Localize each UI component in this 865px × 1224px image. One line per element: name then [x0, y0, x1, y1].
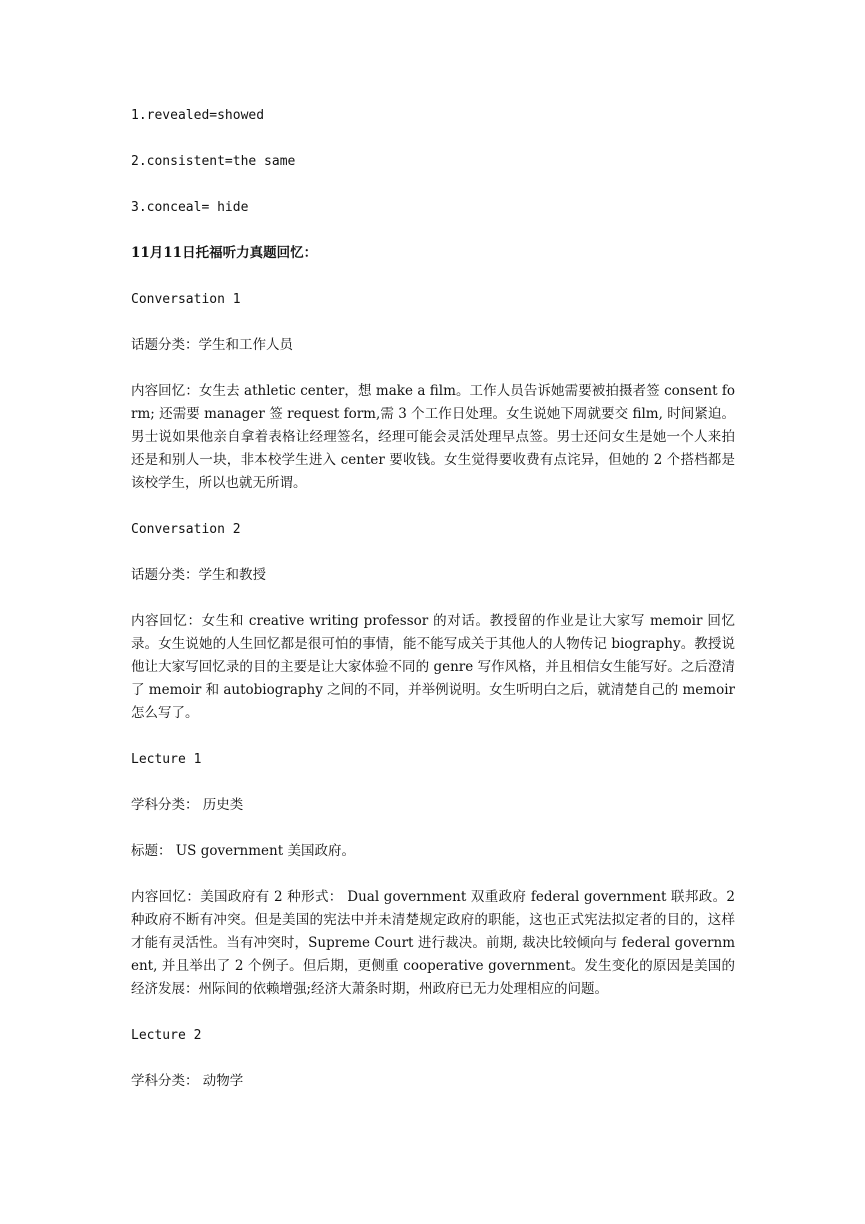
- section-heading: 11月11日托福听力真题回忆：: [131, 245, 318, 261]
- lecture-1-topic: 标题： US government 美国政府。: [131, 843, 355, 859]
- lecture-2-category: 学科分类： 动物学: [131, 1073, 244, 1089]
- vocab-item-2: 2.consistent=the same: [131, 154, 296, 169]
- conversation-1-content: 内容回忆：女生去 athletic center，想 make a film。工作人员告诉她需要被拍摄者签 consent form; 还需要 manager 签 request form,需 3 个工作日处理。女生说她下周就要交 film, 时间紧迫。男士说如果他亲自拿着表格让经理签名，经理可能会灵活处理早点签。男士还问女生是她一个人来拍还是和别人一块，非本校学生进入 center 要收钱。女生觉得要收费有点诧异，但她的 2 个搭档都是该校学生，所以也就无所谓。: [131, 383, 735, 491]
- vocab-item-3: 3.conceal= hide: [131, 200, 249, 215]
- conversation-2-title: Conversation 2: [131, 522, 241, 537]
- lecture-1-category: 学科分类： 历史类: [131, 797, 244, 813]
- document-page: [131, 104, 735, 1116]
- conversation-2-content: 内容回忆：女生和 creative writing professor 的对话。教授留的作业是让大家写 memoir 回忆录。女生说她的人生回忆都是很可怕的事情，能不能写成关于其他人的人物传记 biography。教授说他让大家写回忆录的目的主要是让大家体验不同的 genre 写作风格，并且相信女生能写好。之后澄清了 memoir 和 autobiography 之间的不同，并举例说明。女生听明白之后，就清楚自己的 memoir 怎么写了。: [131, 613, 735, 721]
- vocab-item-1: 1.revealed=showed: [131, 108, 265, 123]
- lecture-2-title: Lecture 2: [131, 1028, 202, 1043]
- conversation-1-category: 话题分类：学生和工作人员: [131, 337, 293, 353]
- conversation-2-category: 话题分类：学生和教授: [131, 567, 266, 583]
- conversation-1-title: Conversation 1: [131, 292, 241, 307]
- lecture-1-content: 内容回忆：美国政府有 2 种形式： Dual government 双重政府 federal government 联邦政。2 种政府不断有冲突。但是美国的宪法中并未清楚规定政府的职能，这也正式宪法拟定者的目的，这样才能有灵活性。当有冲突时，Supreme Court 进行裁决。前期, 裁决比较倾向与 federal government, 并且举出了 2 个例子。但后期，更侧重 cooperative government。发生变化的原因是美国的经济发展：州际间的依赖增强;经济大萧条时期，州政府已无力处理相应的问题。: [131, 889, 735, 997]
- lecture-1-title: Lecture 1: [131, 752, 202, 767]
